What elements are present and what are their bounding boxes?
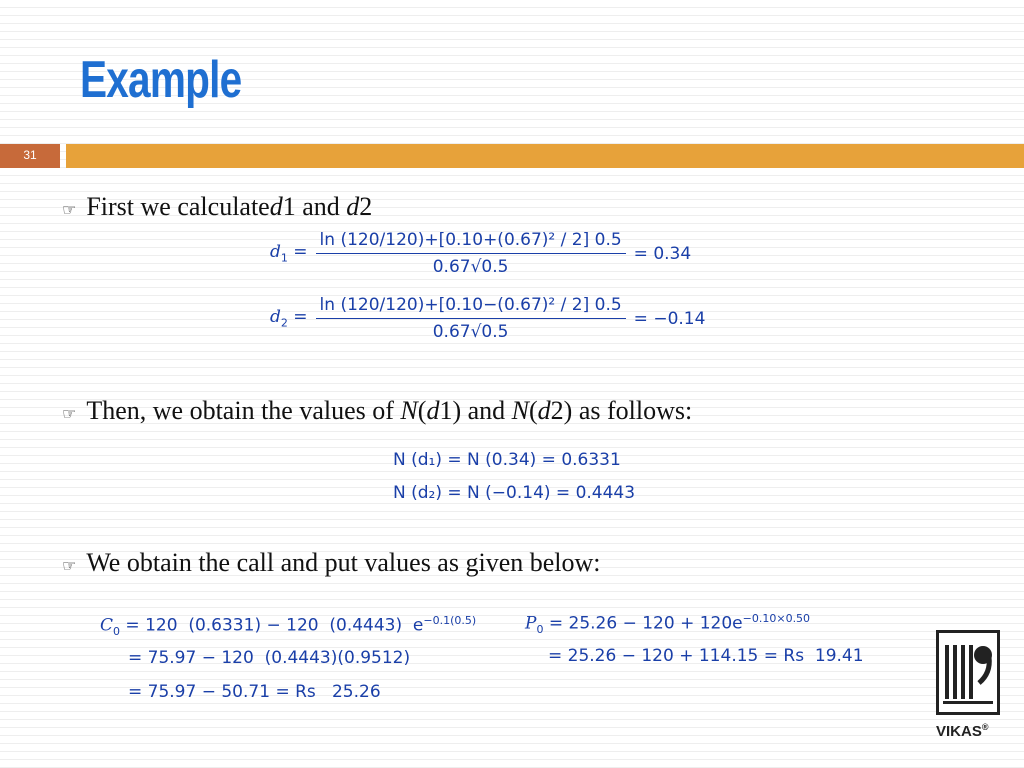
put-line-1 [525,612,810,636]
paren: ) [563,396,573,425]
bullet-1-text: First we calculate [86,192,270,221]
call-expr: = 120 (0.6331) − 120 (0.4443) e [125,615,424,636]
bullet-3 [62,548,601,578]
equation-n1: N (d₁) = N (0.34) = 0.6331 [393,450,621,470]
var-d: d [537,396,551,425]
registered-mark: ® [981,722,989,732]
paren: ) [452,396,462,425]
title-rule [66,144,1024,168]
paren: ( [529,396,538,425]
var-d: d [426,396,440,425]
and-text: and [461,396,512,425]
exponent: −0.10×0.50 [742,612,811,625]
logo-name: VIKAS [936,723,982,740]
var-d: d [346,192,360,221]
bullet-1 [62,192,372,222]
call-line-2: = 75.97 − 120 (0.4443)(0.9512) [128,648,411,668]
slide-number: 31 [0,144,60,168]
and-text: and [295,192,347,221]
numerator: ln (120/120)+[0.10−(0.67)² / 2] 0.5 [316,295,626,319]
result: = 0.34 [633,243,692,264]
fraction [316,295,626,342]
bullet-3-text: We obtain the call and put values as given below: [86,548,601,577]
denominator: 0.67√0.5 [432,257,509,277]
subscript: 0 [536,623,544,637]
num: 1 [282,192,296,221]
put-line-2: = 25.26 − 120 + 114.15 = Rs 19.41 [548,646,864,666]
pointing-hand-icon: ☞ [62,556,77,575]
num: 2 [550,396,564,425]
logo-text [936,722,988,740]
pointing-hand-icon: ☞ [62,404,77,423]
vikas-logo-mark-icon [939,633,997,712]
var-d: d [270,307,281,328]
var-N: N [400,396,418,425]
var-d: d [270,242,281,263]
pointing-hand-icon: ☞ [62,200,77,219]
bullet-2-post: as follows: [572,396,693,425]
equation-d1: $d_1$ = $\frac{\text{ln (120/120)+[0.10+(0.67)² / 2] 0.5}}{0.67√0.5}$ = 0.34 [270,230,692,277]
equation-d2: $d_2$ = $\frac{\text{ln (120/120)+[0.10−(0.67)² / 2] 0.5}}{0.67√0.5}$ = −0.14 [270,295,706,342]
denominator: 0.67√0.5 [432,322,509,342]
var-N: N [511,396,529,425]
put-expr: = 25.26 − 120 + 120e [548,613,743,634]
bullet-2 [62,396,692,426]
vikas-logo [936,630,1000,715]
call-line-1 [100,614,476,638]
exponent: −0.1(0.5) [423,614,477,627]
numerator: ln (120/120)+[0.10+(0.67)² / 2] 0.5 [316,230,626,254]
result: = −0.14 [633,308,706,329]
slide-title: Example [80,51,242,109]
equation-n2: N (d₂) = N (−0.14) = 0.4443 [393,483,636,503]
fraction [316,230,626,277]
num: 1 [439,396,453,425]
paren: ( [417,396,427,425]
var-d: d [269,192,283,221]
subscript: 1 [280,251,288,265]
bullet-2-text: Then, we obtain the values of [86,396,401,425]
subscript: 2 [280,316,288,330]
call-line-3: = 75.97 − 50.71 = Rs 25.26 [128,682,381,702]
var-C: C [100,615,114,636]
num: 2 [359,192,373,221]
subscript: 0 [113,625,121,639]
var-P: P [525,613,537,634]
